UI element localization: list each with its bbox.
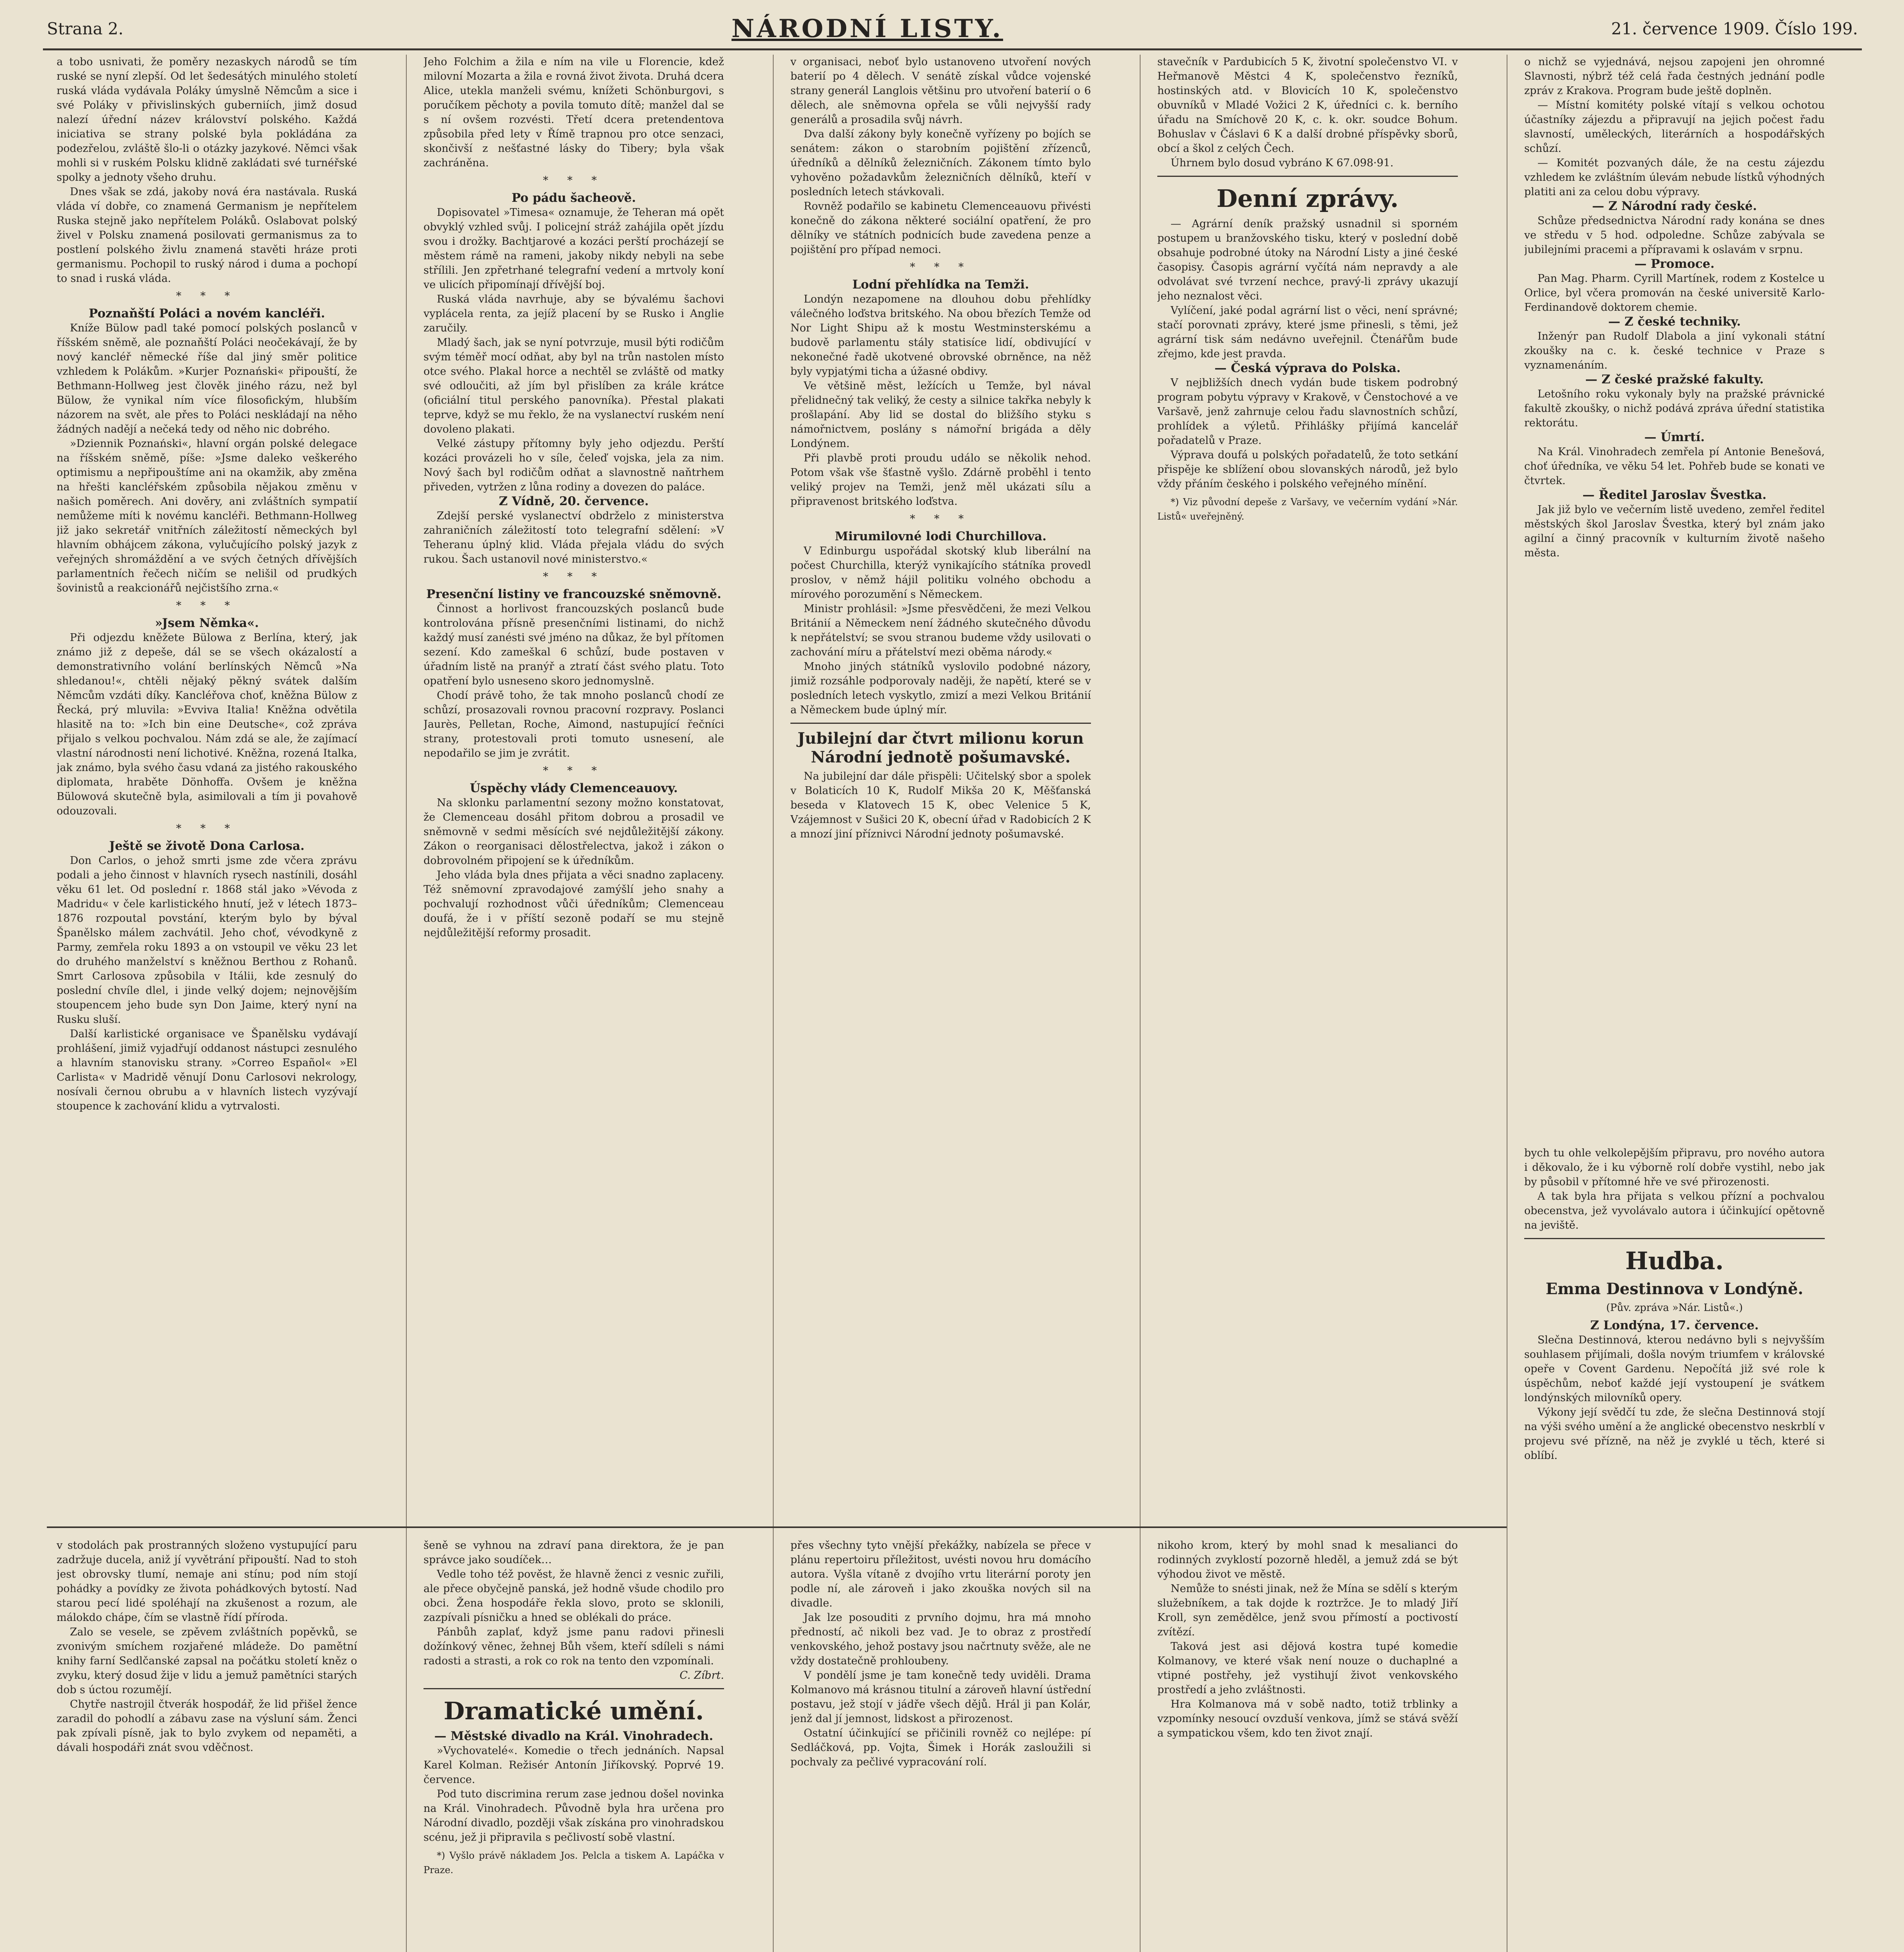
article-paragraph: Mladý šach, jak se nyní potvrzuje, musil býti rodičům svým téměř mocí odňat, aby byl na trůn nastolen místo otce svého. Plakal horce a nechtěl se zvláště od matky své odloučiti, až jím byl přislíben za krále krátce (oficiální titul perského panovníka). Přestal plakati teprve, když se mu řeklo, že na vyslanectví ruském není dovoleno plakati. — [424, 337, 724, 435]
article-paragraph: přes všechny tyto vnější překážky, nabízela se přece v plánu repertoiru příležitost, uvésti novou hru domácího autora. Vyšla vítaně z dvojího vrtu literární poroty jen podle ní, ale zároveň i jako zkouška nových sil na divadle. — [790, 1539, 1091, 1609]
header-rule — [43, 48, 1862, 50]
dateline: Z Londýna, 17. července. — [1590, 1318, 1759, 1332]
article-paragraph: Zdejší perské vyslanectví obdrželo z ministerstva zahraničních záležitostí toto telegrafní sdělení: »V Teheranu úplný klid. Vláda přejala vládu do svých rukou. Šach ustanovil nové ministerstvo.« — [424, 510, 724, 565]
article-paragraph: V Edinburgu uspořádal skotský klub liberální na počest Churchilla, kterýž vynikajícího státníka provedl proslov, v němž hájil politiku volného obchodu a mírového porozumění s Německem. — [790, 545, 1091, 600]
article-paragraph: Dnes však se zdá, jakoby nová éra nastávala. Ruská vláda ví dobře, co znamená Germanism je nepřítelem Ruska stejně jako nepřítelem Poláků. Oslabovat polský živel v Polsku znamená posilovati germanismus za to postlení polského živlu znamená stavěti hráze proti germanismu. Pochopil to ruský národ i duma a pochopí to snad i ruská vláda. — [57, 186, 357, 285]
article-paragraph: Rovněž podařilo se kabinetu Clemenceauovu přivésti konečně do zákona některé sociální opatření, že pro dělníky ve státních podnicích bude zavedena penze a pojištění pro případ nemoci. — [790, 200, 1091, 256]
article-paragraph: Výprava doufá u polských pořadatelů, že toto setkání přispěje ke sblížení obou slovanských národů, jež bylo vždy přáním českého i polského veřejného mínění. — [1157, 449, 1458, 490]
column-separator — [1140, 55, 1141, 1952]
footnote: *) Viz původní depeše z Varšavy, ve večerním vydání »Nár. Listů« uveřejněný. — [1157, 497, 1458, 522]
article-paragraph: — Komitét pozvaných dále, že na cestu zájezdu vzhledem ke zvláštním úlevám nebude lístků výhodných platiti ani za celou dobu výpravy. — [1524, 157, 1825, 198]
article-subheading: (Pův. zpráva »Nár. Listů«.) — [1606, 1302, 1743, 1314]
column-separator — [406, 55, 407, 1952]
article-paragraph: Ostatní účinkující se přičinili rovněž co nejlépe: pí Sedláčková, pp. Vojta, Šimek i Horák zasloužili si pochvaly za pečlivé vypracování rolí. — [790, 1727, 1091, 1768]
column-1 — [57, 55, 357, 1515]
article-paragraph: Don Carlos, o jehož smrti jsme zde včera zprávu podali a jeho činnost v hlavních rysech nastínili, dosáhl věku 61 let. Od poslední r. 1868 stál jako »Vévoda z Madridu« v čele karlistického hnutí, jež v létech 1873–1876 rozpoutal povstání, kterým bylo by býval Španělsko málem zachvátil. Jeho choť, vévodkyně z Parmy, zemřela roku 1893 a on vstoupil ve věku 23 let do druhého manželství s kněžnou Berthou z Rohanů. Smrt Carlosova způsobila v Itálii, kde zesnulý do poslední chvíle dlel, i jinde velký dojem; nejnovějším stoupencem jeho bude syn Don Jaime, který nyní na Rusku sluší. — [57, 855, 357, 1026]
article-paragraph: a tobo usnivati, že poměry nezaskych národů se tím ruské se nyní zlepší. Od let šedesátých minulého století ruská vláda vydávala Poláky úmyslně Němcům a sice i své Poláky v přivislinských guberniích, jimž dosud nalezí úřední název království polského. Každá iniciativa se strany polské byla pokládána za podezřelou, zvláště šlo-li o otázky jazykové. Němci však mohli si v ruském Polsku klidně zakládati své turnéřské spolky a jednoty všeho druhu. — [57, 56, 357, 183]
article-heading: — Ředitel Jaroslav Švestka. — [1582, 488, 1767, 502]
article-paragraph: Jak lze posouditi z prvního dojmu, hra má mnoho předností, ač nikoli bez vad. Je to obraz z prostředí venkovského, jehož postavy jsou načrtnuty svěže, ale ne vždy dostatečně prohloubeny. — [790, 1612, 1091, 1667]
section-heading: Dramatické umění. — [443, 1697, 704, 1725]
box-rule — [1524, 1238, 1825, 1239]
article-paragraph: Mnoho jiných státníků vyslovilo podobné názory, jimiž rozsáhle podporovaly naději, že napětí, které se v posledních letech vyskytlo, zmizí a mezi Velkou Británií a Německem bude úplný mír. — [790, 661, 1091, 716]
feuilleton-column-1 — [57, 1538, 357, 1952]
article-paragraph: Při odjezdu kněžete Bülowa z Berlína, který, jak známo již z depeše, dál se se všech okázalostí a demonstrativního volání berlínských Němců »Na shledanou!«, chtěli nějaký pěkný svátek dalším Němcům vzdáti díky. Kancléřova choť, kněžna Bülow z Řecká, prý mluvila: »Evviva Italia! Kněžna odvětila hlasitě na to: »Ich bin eine Deutsche«, což zpráva přijalo s velkou pochvalou. Nám zdá se ale, že zajímací vlastní národnosti není lichotivé. Kněžna, rozená Italka, jak známo, byla svého času vdaná za jistého rakouského diplomata, hraběte Dönhoffa. Ovšem je kněžna Bülowová skutečně byla, asimilovali a tím ji povahově odouzovali. — [57, 632, 357, 817]
column-spacer — [1524, 560, 1825, 1146]
section-stars: * * * — [176, 290, 238, 302]
article-heading: — Z české techniky. — [1608, 315, 1741, 329]
article-paragraph: Při plavbě proti proudu událo se několik nehod. Potom však vše šťastně vyšlo. Zdárně proběhl i tento veliký projev na Temži, jenž měl ukázati sílu a připravenost britského loďstva. — [790, 452, 1091, 508]
article-paragraph: Pod tuto discrimina rerum zase jednou došel novinka na Král. Vinohradech. Původně byla hra určena pro Národní divadlo, později však získána pro vinohradskou scénu, jež ji připravila s pečlivostí sobě vlastní. — [424, 1788, 724, 1843]
section-stars: * * * — [543, 765, 605, 777]
article-paragraph: — Agrární deník pražský usnadnil si sporném postupem u branžovského tisku, který v poslední době obsahuje podrobné útoky na Národní Listy a jiné české časopisy. Časopis agrární vyčítá nám nepravdy a ale odvolávat své tvrzení nechce, pravý-li zprávy ukazují jeho neznalost věci. — [1157, 218, 1458, 302]
article-paragraph: A tak byla hra přijata s velkou přízní a pochvalou obecenstva, jež vyvolávalo autora i účinkující opětovně na jeviště. — [1524, 1190, 1825, 1231]
column-4 — [1157, 55, 1458, 1515]
section-divider — [47, 1526, 1507, 1528]
article-heading: — Městské divadlo na Král. Vinohradech. — [434, 1729, 714, 1743]
section-heading: Denní zprávy. — [1216, 184, 1399, 213]
article-paragraph: Ve většině měst, ležících u Temže, byl nával přelidnečný tak veliký, že cesty a silnice takřka nebyly k prošlapání. Aby lid se dostal do bližšího styku s námořnictvem, poslány s námořní brigáda a děly Londýnem. — [790, 380, 1091, 450]
article-paragraph: stavečník v Pardubicích 5 K, životní společenstvo VI. v Heřmanově Městci 4 K, společenstvo řezníků, hostinských atd. v Blovicích 10 K, společenstvo obuvníků v Mladé Vožici 2 K, úředníci c. k. berního úřadu na Smíchově 20 K, c. k. okr. soudce Bohum. Bohuslav v Čáslavi 6 K a další drobné příspěvky sborů, obcí a škol z celých Čech. — [1157, 56, 1458, 155]
article-paragraph: Dva další zákony byly konečně vyřízeny po bojích se senátem: zákon o starobním pojištění zřízenců, úředníků a dělníků železničních. Zákonem tímto bylo vyhověno požadavkům železničních dělníků, kteří v posledních letech stávkovali. — [790, 128, 1091, 198]
article-paragraph: »Vychovatelé«. Komedie o třech jednáních. Napsal Karel Kolman. Režisér Antonín Jiříkovský. Poprvé 19. července. — [424, 1745, 724, 1786]
article-paragraph: Taková jest asi dějová kostra tupé komedie Kolmanovy, ve které však není nouze o duchaplné a vtipné postřehy, jež vystihují život venkovského prostředí a jeho zvláštnosti. — [1157, 1640, 1458, 1696]
article-heading: Po pádu šacheově. — [511, 191, 636, 205]
article-paragraph: Na sklonku parlamentní sezony možno konstatovat, že Clemenceau dosáhl přitom dobrou a prosadil ve sněmovně v sedmi měsících své nejdůležitější zákony. Zákon o reorganisaci dělostřelectva, jakož i zákon o dobrovolném připojení se k úředníkům. — [424, 797, 724, 867]
article-paragraph: Velké zástupy přítomny byly jeho odjezdu. Perští kozáci provázeli ho v síle, čeleď vojska, jela za nim. Nový šach byl rodičům odňat a slavnostně naňtrhem přiveden, vytržen z lůna rodiny a dovezen do paláce. — [424, 438, 724, 493]
article-paragraph: Nemůže to snésti jinak, než že Mína se sdělí s kterým služebníkem, a tak dojde k roztržce. Je to mladý Jiří Kroll, syn zemědělce, jenž svou přímostí a poctivostí zvítězí. — [1157, 1583, 1458, 1638]
footnote: *) Vyšlo právě nákladem Jos. Pelcla a tiskem A. Lapáčka v Praze. — [424, 1850, 724, 1875]
article-paragraph: Hra Kolmanova má v sobě nadto, totiž trblinky a vzpomínky nesoucí ovzduší venkova, jímž se stává svěží a sympatickou všem, kdo ten život znají. — [1157, 1698, 1458, 1739]
article-paragraph: Úhrnem bylo dosud vybráno K 67.098·91. — [1171, 157, 1394, 169]
article-heading: — Úmrtí. — [1644, 430, 1705, 444]
article-paragraph: bych tu ohle velkolepějším připravu, pro nového autora i děkovalo, že i ku výborně rolí dobře vystihl, nebo jak by působil v přítomné hře ve své přirozenosti. — [1524, 1147, 1825, 1188]
section-stars: * * * — [543, 175, 605, 187]
article-paragraph: Další karlistické organisace ve Španělsku vydávají prohlášení, jimiž vyjadřují oddanost nástupci zesnulého a hlavním stanovisku strany. »Correo Español« »El Carlista« v Madridě věnují Donu Carlosovi nekrology, nosívali černou obrubu a v hlavních listech vyzývají stoupence k zachování klidu a vytrvalosti. — [57, 1028, 357, 1112]
article-heading: — Česká výprava do Polska. — [1214, 361, 1401, 375]
feuilleton-column-4 — [1157, 1538, 1458, 1952]
article-paragraph: v organisaci, neboť bylo ustanoveno utvoření nových baterií po 4 dělech. V senátě získal vůdce vojenské strany generál Langlois většinu pro utvoření baterií o 6 dělech, ale sněmovna opřela se vůli nejvyšší rady generálů a prosadila svůj návrh. — [790, 56, 1091, 126]
article-paragraph: Výkony její svědčí tu zde, že slečna Destinnová stojí na výši svého umění a že anglické obecenstvo neskrblí v projevu své přízně, na něž je zvyklé u těch, které si oblíbí. — [1524, 1406, 1825, 1462]
box-rule — [1157, 176, 1458, 177]
issue-date: 21. července 1909. Číslo 199. — [1611, 19, 1858, 38]
article-heading: Lodní přehlídka na Temži. — [852, 278, 1029, 292]
masthead — [47, 11, 1858, 46]
article-paragraph: Kníže Bülow padl také pomocí polských poslanců v říšském sněmě, ale poznaňští Poláci neočekávají, že by nový kancléř německé říše dal jiný směr politice vzhledem k Polákům. »Kurjer Poznański« připouští, že Bethmann-Hollweg jest člověk jiného rázu, než byl Bülow, že vynikal ním více filosofickým, hlubším názorem na svět, ale přes to Poláci neskládají na něho žádných nadějí a nečeká tedy od něho nic dobrého. — [57, 322, 357, 435]
article-heading: — Z Národní rady české. — [1592, 199, 1757, 213]
article-paragraph: Jak již bylo ve večerním listě uvedeno, zemřel ředitel městských škol Jaroslav Švestka, který byl znám jako agilní a činný pracovník v kulturním životě našeho města. — [1524, 504, 1825, 559]
article-heading: Jubilejní dar čtvrt milionu korun Národní jednotě pošumavské. — [797, 729, 1084, 766]
section-stars: * * * — [910, 261, 972, 273]
article-paragraph: Pan Mag. Pharm. Cyrill Martínek, rodem z Kostelce u Orlice, byl včera promován na české universitě Karlo-Ferdinandově doktorem chemie. — [1524, 272, 1825, 313]
article-paragraph: Letošního roku vykonaly byly na pražské právnické fakultě zkoušky, o nichž podává zpráva úřední statistika rektorátu. — [1524, 388, 1825, 429]
article-heading: Úspěchy vlády Clemenceauovy. — [470, 781, 678, 795]
article-heading: — Promoce. — [1634, 257, 1715, 271]
article-paragraph: Inženýr pan Rudolf Dlabola a jiní vykonali státní zkoušky na c. k. české technice v Praze s vyznamenáním. — [1524, 330, 1825, 371]
article-heading: Presenční listiny ve francouzské sněmovně. — [426, 587, 721, 601]
article-paragraph: Ministr prohlásil: »Jsme přesvědčeni, že mezi Velkou Británií a Německem není žádného skutečného důvodu k nepřátelství; se svou stranou budeme vždy usilovati o zachování míru a přátelství mezi oběma národy.« — [790, 603, 1091, 658]
article-paragraph: šeně se vyhnou na zdraví pana direktora, že je pan správce jako soudíček… — [424, 1539, 724, 1566]
article-paragraph: V nejbližších dnech vydán bude tiskem podrobný program pobytu výpravy v Krakově, v Čenstochové a ve Varšavě, jenž zahrnuje celou řadu slavnostních schůzí, prohlídek a výletů. Přihlášky přijímá kancelář pořadatelů v Praze. — [1157, 377, 1458, 447]
article-paragraph: Londýn nezapomene na dlouhou dobu přehlídky válečného loďstva britského. Na obou březích Temže od Nor Light Shipu až k mostu Westminsterskému a budově parlamentu stály statisíce lidí, obdivující v nekonečné řadě ukotvené obrovské obrněnce, na něž byly vypjatými ticha a úžasné obdivy. — [790, 293, 1091, 378]
article-heading: — Z české pražské fakulty. — [1585, 372, 1764, 386]
article-heading: Ještě se životě Dona Carlosa. — [109, 839, 305, 853]
page-number: Strana 2. — [47, 19, 124, 38]
article-paragraph: Dopisovatel »Timesa« oznamuje, že Teheran má opět obvyklý vzhled svůj. I policejní stráž zahájila opět jízdu svou i drožky. Bachtjarové a kozáci perští procházejí se městem rámě na rameni, jakoby nikdy nebyli na sebe střílili. Jen zpřetrhané telegrafní vedení a mrtvoly koní ve ulicích připomínají dřívější boj. — [424, 207, 724, 291]
article-paragraph: »Dziennik Poznański«, hlavní orgán polské delegace na říšském sněmě, píše: »Jsme daleko veškerého optimismu a nepřipouštíme ani na okamžik, aby změna na hřešti kancléřském způsobila nějakou změnu v našich poměrech. Ani dověry, ani zvláštních sympatií nemůžeme míti k novému kancléři. Bethmann-Hollweg již jako sekretář vnitřních záležitostí německých byl hlavním obhájcem zákona, vylučujícího polský jazyk z veřejných shromáždění a ve svých četných dřívějších parlamentních řečech ničím se nelišil od prudkých šovinistů a reakcionářů nejčistšího zrna.« — [57, 438, 357, 594]
column-separator — [773, 55, 774, 1952]
article-paragraph: Zalo se vesele, se zpěvem zvláštních popěvků, se zvonivým smíchem rozjařené mládeže. Do pamětní knihy farní Sedlčanské zapsal na počátku století kněz o zvyku, který dosud žije v lidu a jemuž pamětníci starých dob s úctou rozumějí. — [57, 1626, 357, 1696]
article-paragraph: Činnost a horlivost francouzských poslanců bude kontrolována přísně presenčními listinami, do nichž každý musí zanésti své jméno na důkaz, že byl přítomen sezení. Kdo zameškal 6 schůzí, bude postaven v úřadním listě na pranýř a ztratí část svého platu. Toto opatření bylo usneseno skoro jednomyslně. — [424, 603, 724, 687]
article-heading: Z Vídně, 20. července. — [498, 494, 649, 508]
article-paragraph: v stodolách pak prostranných složeno vystupující paru zadržuje ducela, aniž jí vyvětrání připouští. Nad to stoh jest obrovsky tlumí, nemaje ani stínu; pod ním stojí pohádky a povídky ze života pohádkových bytostí. Nad starou pecí lidé spoléhají na zkušenost a rozum, ale málokdo chápe, čím se vlastně řídí příroda. — [57, 1539, 357, 1624]
article-paragraph: Vedle toho též pověst, že hlavně ženci z vesnic zuřili, ale přece obyčejně panská, jež hodně všude chodilo pro obci. Žena hospodáře řekla slovo, proto se sklonili, zazpívali písničku a hned se oblékali do práce. — [424, 1568, 724, 1624]
newspaper-title: NÁRODNÍ LISTY. — [731, 14, 1003, 43]
article-paragraph: Jeho Folchim a žila e ním na vile u Florencie, kdež milovní Mozarta a žila e rovná život života. Druhá dcera Alice, utekla manželi svému, knížeti Schönburgovi, s poručíkem pěchoty a povila tomuto dítě; manžel dal se s ní ovšem rozvésti. Třetí dcera pretendentova způsobila před lety v Římě trapnou pro otce senzaci, skončivší z nešťastné lásky do Tibery; byla však zachráněna. — [424, 56, 724, 169]
article-heading: Emma Destinnova v Londýně. — [1546, 1280, 1803, 1298]
article-heading: Mirumilovné lodi Churchillova. — [835, 529, 1047, 543]
column-2 — [424, 55, 724, 1515]
article-paragraph: Chytře nastrojil čtverák hospodář, že lid přišel žence zaradil do pohodlí a zábavu zase na výsluní sám. Ženci pak zpívali písně, jak to bylo zvykem od nepaměti, a dávali hospodáři znát svou vděčnost. — [57, 1698, 357, 1754]
section-stars: * * * — [176, 600, 238, 612]
article-paragraph: — Místní komitéty polské vítají s velkou ochotou účastníky zájezdu a připravují na jejich počest řadu slavností, uměleckých, literárních a hospodářských schůzí. — [1524, 99, 1825, 155]
section-stars: * * * — [910, 513, 972, 525]
author-signature: C. Zíbrt. — [680, 1669, 724, 1681]
article-paragraph: Slečna Destinnová, kterou nedávno byli s nejvyšším souhlasem přijímali, došla novým triumfem v královské opeře v Covent Gardenu. Nepočítá již své role k úspěchům, neboť každé její vystoupení je svátkem londýnských milovníků opery. — [1524, 1334, 1825, 1404]
feuilleton-column-3 — [790, 1538, 1091, 1952]
column-3 — [790, 55, 1091, 1515]
section-stars: * * * — [176, 823, 238, 835]
box-rule — [790, 723, 1091, 724]
article-heading: »Jsem Němka«. — [155, 616, 259, 630]
article-paragraph: Pánbůh zaplať, když jsme panu radovi přinesli dožínkový věnec, žehnej Bůh všem, kteří sdíleli s námi radosti a strasti, a rok co rok na tento den vzpomínali. — [424, 1626, 724, 1667]
article-paragraph: o nichž se vyjednává, nejsou zapojeni jen ohromné Slavnosti, nýbrž též celá řada čestných jednání podle zpráv z Krakova. Program bude ještě doplněn. — [1524, 56, 1825, 97]
article-paragraph: Na Král. Vinohradech zemřela pí Antonie Benešová, choť úředníka, ve věku 54 let. Pohřeb bude se konati ve čtvrtek. — [1524, 446, 1825, 487]
article-paragraph: nikoho krom, který by mohl snad k mesalianci do rodinných zvyklostí pozorně hleděl, a jemuž zdá se být výhodou život ve městě. — [1157, 1539, 1458, 1580]
column-5 — [1524, 55, 1825, 1952]
section-stars: * * * — [543, 571, 605, 583]
article-paragraph: Ruská vláda navrhuje, aby se bývalému šachovi vyplácela renta, za jejíž placení by se Rusko i Anglie zaručily. — [424, 293, 724, 334]
article-paragraph: Jeho vláda byla dnes přijata a věci snadno zaplaceny. Též sněmovní zpravodajové zamýšlí jeho snahy a pochvalují rozhodnost vůči úředníkům; Clemenceau doufá, že i v příští sezoně podaří se mu stejně nejdůležitější reformy prosadit. — [424, 869, 724, 939]
article-paragraph: V pondělí jsme je tam konečně tedy uviděli. Drama Kolmanovo má krásnou titulní a zároveň hlavní ústřední postavu, jež stojí v jádře všech dějů. Hrál ji pan Kolár, jenž dal jí jemnost, lidskost a přirozenost. — [790, 1669, 1091, 1725]
article-paragraph: Chodí právě toho, že tak mnoho poslanců chodí ze schůzí, prosazovali rovnou pracovní rozpravy. Poslanci Jaurès, Pelletan, Roche, Aimond, nastupující řečníci strany, protestovali proti tomuto usnesení, ale nepodařilo se jim je zvrátit. — [424, 689, 724, 759]
section-heading: Hudba. — [1625, 1247, 1724, 1275]
feuilleton-column-2 — [424, 1538, 724, 1952]
article-paragraph: Na jubilejní dar dále přispěli: Učitelský sbor a spolek v Bolaticích 10 K, Rudolf Mikša 20 K, Měšťanská beseda v Klatovech 15 K, obec Velenice 5 K, Vzájemnost v Sušici 20 K, obecní úřad v Radobicích 2 K a mnozí jiní příznivci Národní jednoty pošumavské. — [790, 770, 1091, 840]
article-heading: Poznaňští Poláci a novém kancléři. — [89, 306, 325, 321]
article-paragraph: Schůze předsednictva Národní rady konána se dnes ve středu v 5 hod. odpoledne. Schůze zabývala se jubilejními pracemi a přípravami k oslavám v srpnu. — [1524, 215, 1825, 256]
box-rule — [424, 1688, 724, 1689]
article-paragraph: Vylíčení, jaké podal agrární list o věci, není správné; stačí porovnati zprávy, které jsme přinesli, s těmi, jež agrární tisk sám nedávno uveřejnil. Čtenářům bude zřejmo, kde jest pravda. — [1157, 305, 1458, 360]
